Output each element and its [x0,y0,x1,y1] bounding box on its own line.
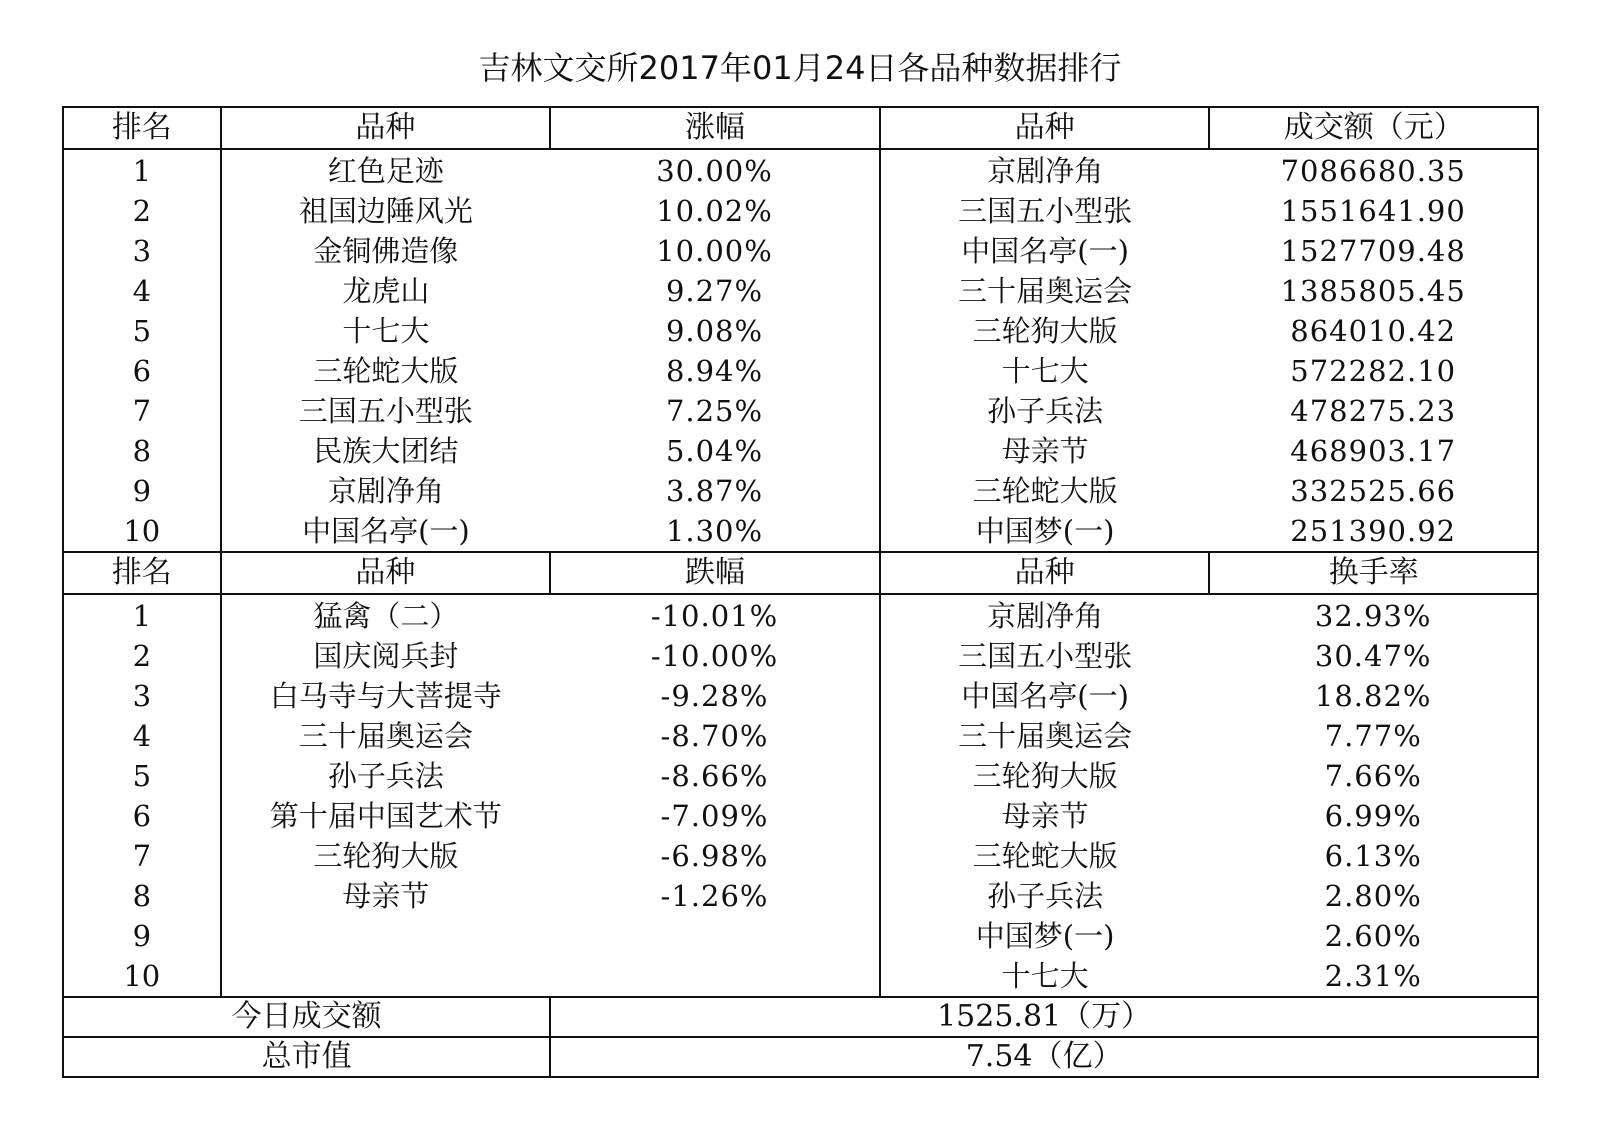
variety-cell: 母亲节 [342,879,430,913]
table-row [63,511,1538,552]
metric-cell: 1551641.90 [1209,191,1538,231]
variety-cell: 京剧净角 [987,598,1104,633]
header-change-rise: 涨幅 [550,107,880,149]
variety-cell: 第十届中国艺术节 [269,799,502,833]
rank-cell: 2 [63,191,221,231]
variety-cell [221,956,551,997]
change-cell: 10.00% [550,231,880,271]
table-row [63,149,1538,191]
table-row [63,916,1538,956]
table-row [63,636,1538,676]
variety-cell: 孙子兵法 [987,394,1104,428]
metric-cell: 1385805.45 [1209,271,1538,311]
metric-cell: 1527709.48 [1209,231,1538,271]
variety-cell: 三十届奥运会 [958,274,1133,308]
change-cell: 1.30% [550,511,880,552]
metric-cell: 2.80% [1209,876,1538,916]
header-change-fall: 跌幅 [550,552,880,594]
summary-market-cap-value: 7.54（亿） [550,1037,1538,1077]
change-cell: 7.25% [550,391,880,431]
top-section [63,107,1538,552]
variety-cell: 三十届奥运会 [298,719,473,753]
change-cell: 30.00% [550,149,880,191]
summary-market-cap-row [63,1037,1538,1077]
metric-cell: 6.99% [1209,796,1538,836]
rank-cell: 9 [63,471,221,511]
variety-cell: 国庆阅兵封 [313,639,459,673]
rank-cell: 3 [63,676,221,716]
change-cell: -8.70% [550,716,880,756]
variety-cell: 龙虎山 [342,274,430,308]
summary-turnover-row [63,997,1538,1037]
variety-cell: 红色足迹 [327,153,444,188]
variety-cell: 金铜佛造像 [313,234,459,268]
change-cell: -1.26% [550,876,880,916]
rank-cell: 8 [63,431,221,471]
table-row [63,231,1538,271]
table-row [63,191,1538,231]
metric-cell: 2.60% [1209,916,1538,956]
variety-cell: 三轮蛇大版 [972,839,1118,873]
change-cell: -8.66% [550,756,880,796]
metric-cell: 251390.92 [1209,511,1538,552]
metric-cell: 332525.66 [1209,471,1538,511]
variety-cell: 中国梦(一) [880,511,1210,552]
variety-cell [221,916,551,956]
table-row [63,271,1538,311]
change-cell: -9.28% [550,676,880,716]
rank-cell: 7 [63,836,221,876]
rank-cell: 5 [63,311,221,351]
header-variety-turnover-rate: 品种 [880,552,1210,594]
rank-cell: 3 [63,231,221,271]
table-row [63,716,1538,756]
variety-cell: 母亲节 [1001,434,1089,468]
summary-market-cap-label: 总市值 [63,1037,550,1077]
variety-cell: 三轮蛇大版 [972,474,1118,508]
metric-cell: 7.66% [1209,756,1538,796]
variety-cell: 孙子兵法 [987,879,1104,913]
top-header-row [63,107,1538,149]
variety-cell: 十七大 [880,956,1210,997]
rank-cell: 1 [63,594,221,636]
variety-cell: 民族大团结 [313,434,459,468]
table-row [63,756,1538,796]
change-cell: -6.98% [550,836,880,876]
table-row [63,956,1538,997]
rank-cell: 8 [63,876,221,916]
table-row [63,351,1538,391]
metric-cell: 32.93% [1209,594,1538,636]
header-rank: 排名 [63,107,221,149]
variety-cell: 中国名亭(一) [221,511,551,552]
variety-cell: 中国名亭(一) [961,679,1129,713]
rank-cell: 9 [63,916,221,956]
rank-cell: 2 [63,636,221,676]
change-cell: 5.04% [550,431,880,471]
summary-section [63,997,1538,1077]
header-variety-losers: 品种 [221,552,551,594]
header-variety-turnover: 品种 [880,107,1210,149]
variety-cell: 中国梦(一) [975,919,1115,953]
table-row [63,876,1538,916]
table-row [63,471,1538,511]
metric-cell: 478275.23 [1209,391,1538,431]
variety-cell: 三国五小型张 [298,394,473,428]
metric-cell: 468903.17 [1209,431,1538,471]
change-cell: 9.27% [550,271,880,311]
table-row [63,431,1538,471]
variety-cell: 三轮狗大版 [313,839,459,873]
table-row [63,676,1538,716]
metric-cell: 2.31% [1209,956,1538,997]
rank-cell: 10 [63,956,221,997]
metric-cell: 6.13% [1209,836,1538,876]
header-rank: 排名 [63,552,221,594]
metric-cell: 18.82% [1209,676,1538,716]
table-row [63,796,1538,836]
metric-cell: 30.47% [1209,636,1538,676]
variety-cell: 三轮蛇大版 [313,354,459,388]
change-cell: -10.01% [550,594,880,636]
variety-cell: 十七大 [342,314,430,348]
rank-cell: 5 [63,756,221,796]
change-cell: 9.08% [550,311,880,351]
header-turnover-rate: 换手率 [1209,552,1538,594]
variety-cell: 三轮狗大版 [972,759,1118,793]
metric-cell: 7.77% [1209,716,1538,756]
header-variety-gainers: 品种 [221,107,551,149]
ranking-table [62,106,1539,1078]
change-cell [550,916,880,956]
metric-cell: 7086680.35 [1209,149,1538,191]
variety-cell: 白马寺与大菩提寺 [269,679,502,713]
change-cell: 3.87% [550,471,880,511]
variety-cell: 孙子兵法 [327,759,444,793]
variety-cell: 中国名亭(一) [961,234,1129,268]
rank-cell: 10 [63,511,221,552]
change-cell [550,956,880,997]
rank-cell: 4 [63,271,221,311]
metric-cell: 864010.42 [1209,311,1538,351]
variety-cell: 京剧净角 [327,474,444,508]
variety-cell: 母亲节 [1001,799,1089,833]
rank-cell: 6 [63,796,221,836]
metric-cell: 572282.10 [1209,351,1538,391]
variety-cell: 猛禽（二） [313,598,459,633]
change-cell: -7.09% [550,796,880,836]
table-row [63,594,1538,636]
variety-cell: 三国五小型张 [958,194,1133,228]
variety-cell: 三十届奥运会 [958,719,1133,753]
table-row [63,391,1538,431]
change-cell: -10.00% [550,636,880,676]
rank-cell: 1 [63,149,221,191]
rank-cell: 4 [63,716,221,756]
change-cell: 8.94% [550,351,880,391]
variety-cell: 十七大 [1001,354,1089,388]
bottom-section [63,552,1538,997]
summary-turnover-value: 1525.81（万） [550,997,1538,1037]
bottom-header-row [63,552,1538,594]
variety-cell: 京剧净角 [987,153,1104,188]
header-turnover-amount: 成交额（元） [1209,107,1538,149]
summary-turnover-label: 今日成交额 [63,997,550,1037]
rank-cell: 7 [63,391,221,431]
table-row [63,836,1538,876]
page-title: 吉林文交所2017年01月24日各品种数据排行 [478,49,1122,87]
table-row [63,311,1538,351]
rank-cell: 6 [63,351,221,391]
variety-cell: 三轮狗大版 [972,314,1118,348]
variety-cell: 三国五小型张 [958,639,1133,673]
variety-cell: 祖国边陲风光 [298,194,473,228]
change-cell: 10.02% [550,191,880,231]
